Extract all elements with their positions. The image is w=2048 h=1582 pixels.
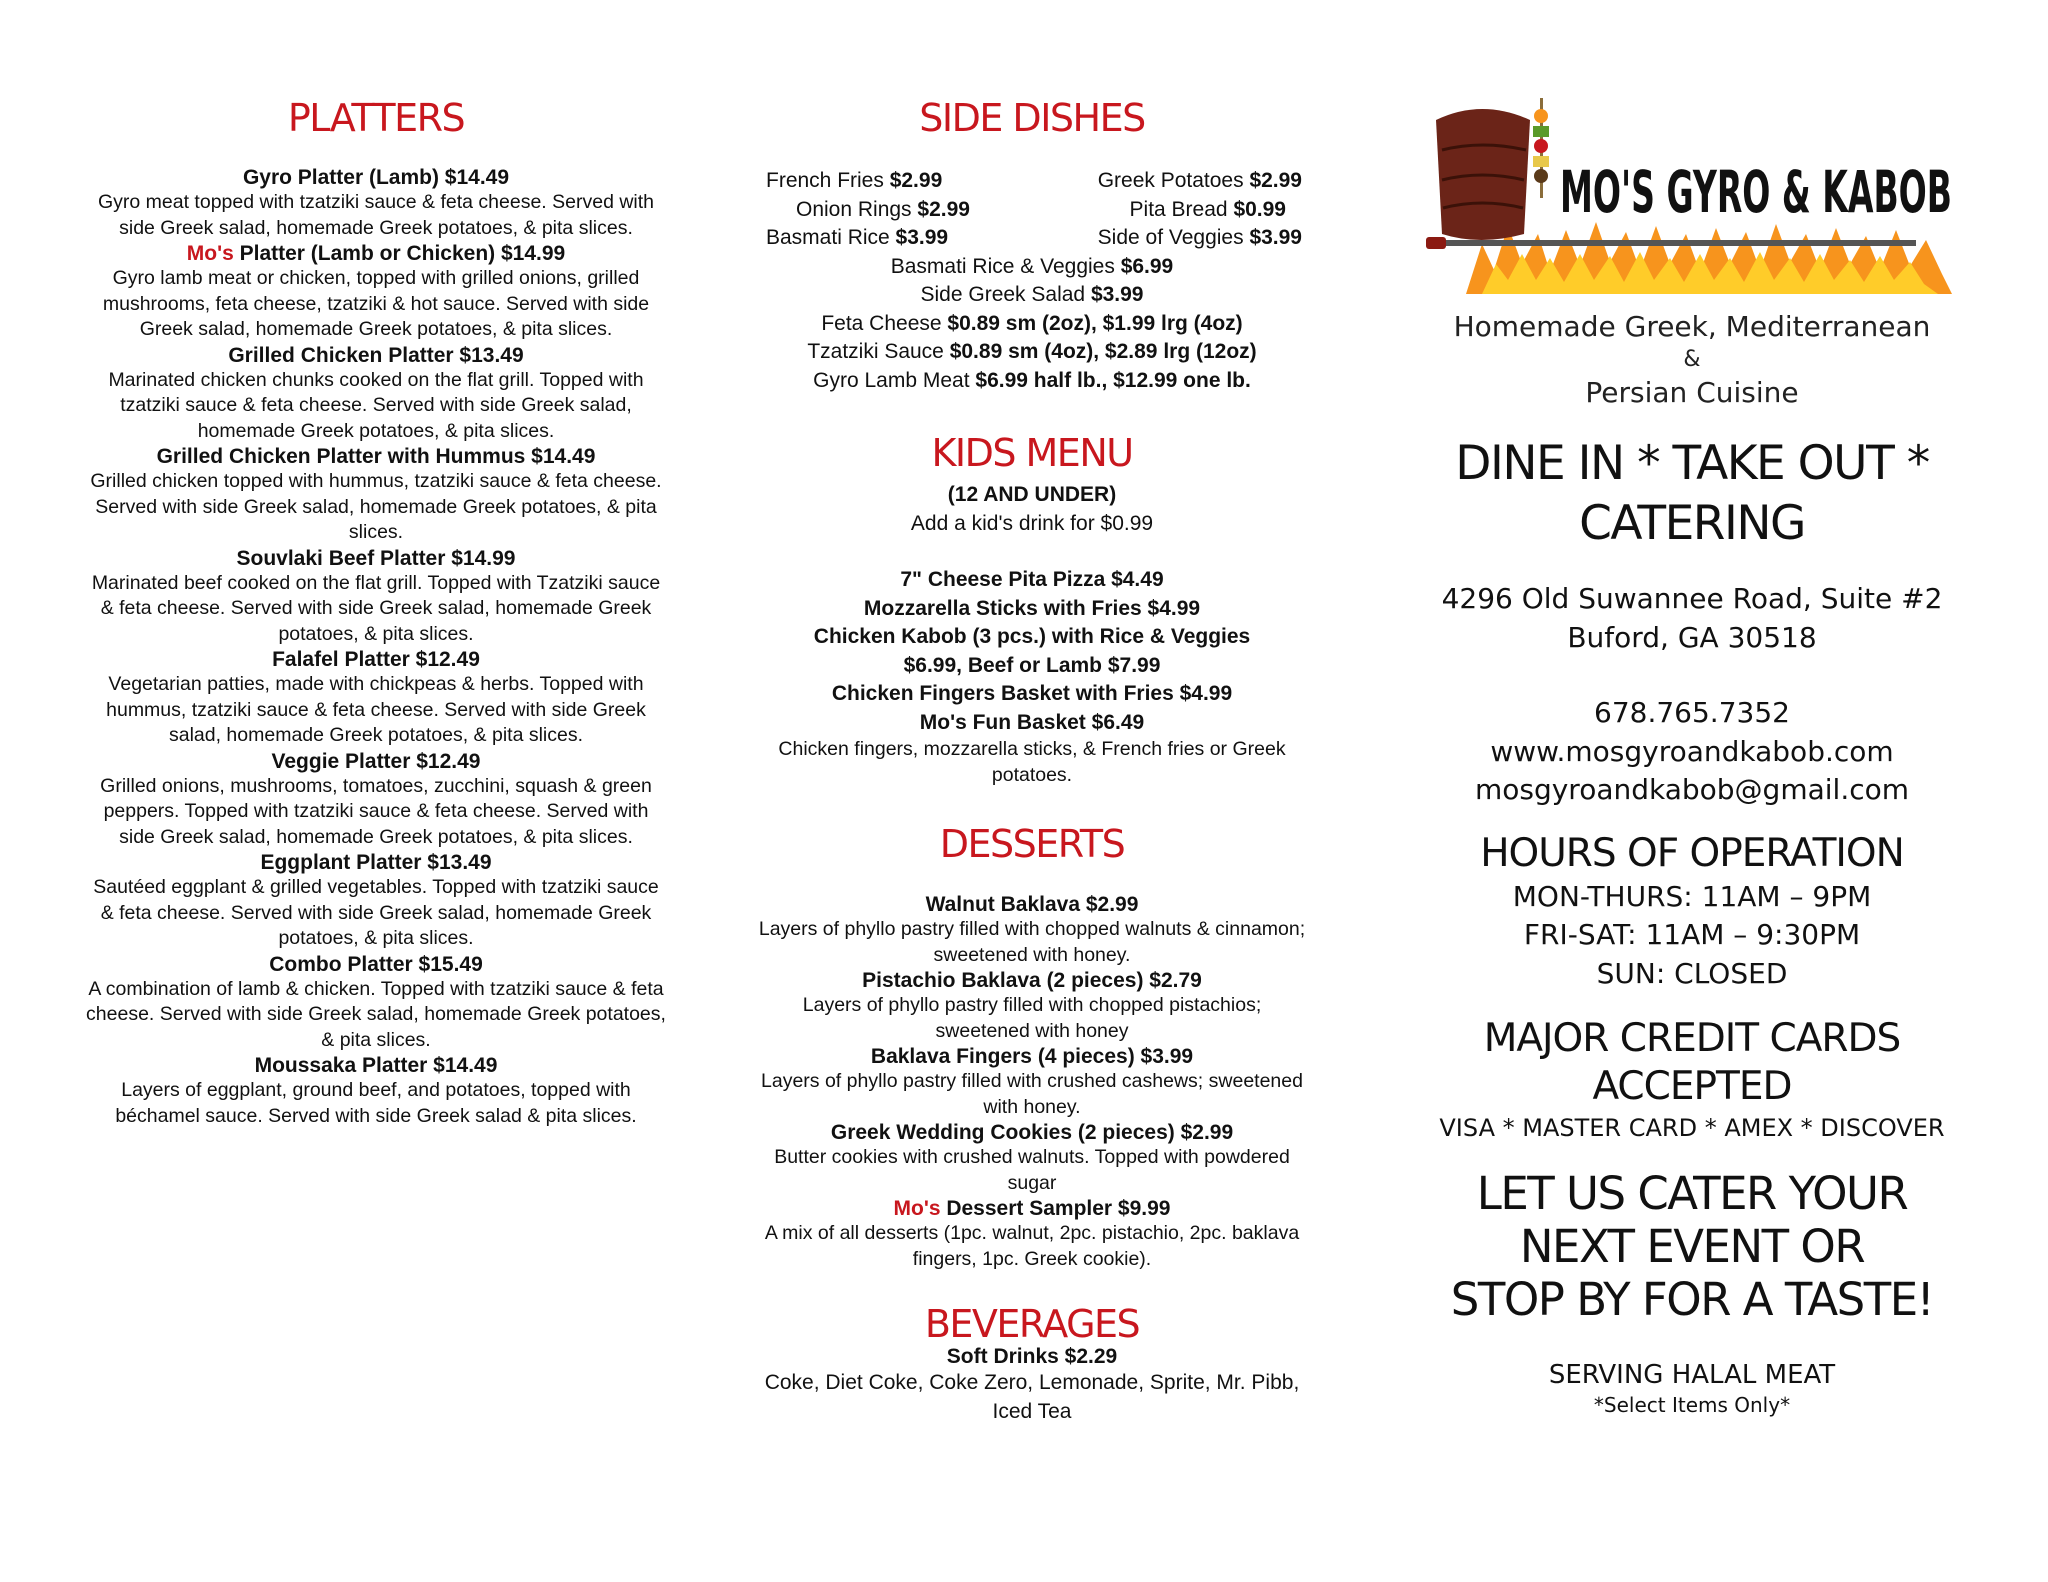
side-dish-row: [752, 196, 1312, 225]
dessert-title-text: Dessert Sampler $9.99: [940, 1197, 1171, 1220]
side-dish-item: [1041, 196, 1312, 225]
side-dish-name: Basmati Rice: [766, 226, 896, 249]
platter-title: [80, 241, 672, 266]
hours-line: FRI-SAT: 11AM – 9:30PM: [1523, 918, 1861, 951]
side-dish-price: $0.89 sm (2oz), $1.99 lrg (4oz): [947, 311, 1243, 335]
side-dish-name: Onion Rings: [796, 197, 918, 221]
side-dish-name: Side Greek Salad: [920, 283, 1091, 306]
platter-desc: Marinated beef cooked on the flat grill. Topped with Tzatziki sauce & feta cheese. Served with side Greek salad, homemade Greek potatoes, & pita slices.: [91, 571, 661, 645]
platter-title: [80, 647, 672, 672]
side-dish-item: [752, 224, 1034, 253]
platter-desc: Sautéed eggplant & grilled vegetables. Topped with tzatziki sauce & feta cheese. Served with side Greek salad, homemade Greek potatoes, & pita slices.: [93, 876, 659, 949]
platter-title-text: Eggplant Platter $13.49: [260, 851, 492, 874]
cater-line: LET US CATER YOUR: [1476, 1167, 1908, 1220]
dessert-desc: Butter cookies with crushed walnuts. Topped with powdered sugar: [774, 1146, 1290, 1194]
dessert-title-text: Walnut Baklava $2.99: [925, 893, 1139, 916]
beverages-title: Soft Drinks $2.29: [946, 1345, 1118, 1368]
platter-title-text: Veggie Platter $12.49: [271, 749, 481, 773]
dessert-title: [752, 1120, 1312, 1145]
kids-item: 7" Cheese Pita Pizza $4.49: [900, 568, 1164, 591]
platter-list: [80, 165, 672, 1129]
dessert-title-text: Baklava Fingers (4 pieces) $3.99: [870, 1045, 1194, 1068]
side-dish-name: French Fries: [766, 169, 890, 192]
dessert-desc: Layers of phyllo pastry filled with crushed cashews; sweetened with honey.: [761, 1070, 1303, 1118]
beverages-desc: Coke, Diet Coke, Coke Zero, Lemonade, Sprite, Mr. Pibb, Iced Tea: [764, 1371, 1300, 1423]
platters-column: [80, 0, 672, 1129]
platter-desc: A combination of lamb & chicken. Topped with tzatziki sauce & feta cheese. Served with side Greek salad, homemade Greek potatoes, & pita slices.: [86, 977, 666, 1051]
fun-basket-desc: Chicken fingers, mozzarella sticks, & French fries or Greek potatoes.: [778, 738, 1286, 786]
platter-desc: Grilled onions, mushrooms, tomatoes, zucchini, squash & green peppers. Topped with tzatziki sauce & feta cheese. Served with side Greek salad, homemade Greek potatoes, & pita slices.: [100, 774, 652, 848]
side-dish-price: $6.99: [1120, 254, 1174, 278]
kids-list: [752, 566, 1312, 737]
side-dish-row: [752, 167, 1312, 196]
side-dish-item: [752, 281, 1312, 310]
kids-item: $6.99, Beef or Lamb $7.99: [903, 653, 1161, 677]
side-dish-name: Side of Veggies: [1097, 226, 1250, 249]
hours-line: MON-THURS: 11AM – 9PM: [1512, 879, 1872, 913]
credit-cards-heading-line1: MAJOR CREDIT CARDS: [1483, 1016, 1901, 1061]
side-dish-name: Basmati Rice & Veggies: [890, 254, 1121, 278]
side-dish-item: [752, 367, 1312, 396]
side-dish-price: $2.99: [917, 197, 970, 221]
kids-subheading: (12 AND UNDER): [947, 483, 1117, 506]
logo-graphic: [1422, 94, 1962, 294]
kids-item: Mozzarella Sticks with Fries $4.99: [863, 596, 1201, 620]
side-dish-item: [752, 167, 1034, 196]
credit-cards-heading-line2: ACCEPTED: [1592, 1064, 1792, 1109]
dessert-desc: Layers of phyllo pastry filled with chopped pistachios; sweetened with honey: [802, 994, 1262, 1042]
side-dish-price: $2.99: [889, 169, 943, 192]
side-dishes-lines: [752, 253, 1312, 396]
cater-line: NEXT EVENT OR: [1519, 1220, 1865, 1273]
platter-title: [80, 952, 672, 977]
side-dish-price: $3.99: [895, 226, 949, 249]
side-dish-price: $0.99: [1233, 197, 1286, 221]
side-dish-row: [752, 224, 1312, 253]
logo: [1422, 94, 1962, 294]
side-dish-name: Greek Potatoes: [1097, 169, 1250, 192]
kids-menu-heading: KIDS MENU: [931, 431, 1133, 475]
side-dish-name: Gyro Lamb Meat: [813, 368, 976, 392]
halal-note: *Select Items Only*: [1593, 1393, 1791, 1417]
platter-title: [80, 165, 672, 190]
dessert-title: [752, 892, 1312, 917]
tagline-ampersand: &: [1683, 347, 1701, 372]
platter-title-text: Falafel Platter $12.49: [272, 648, 480, 671]
side-dish-price: $6.99 half lb., $12.99 one lb.: [975, 368, 1251, 392]
hours-list: [1392, 878, 1992, 994]
cater-line: STOP BY FOR A TASTE!: [1450, 1273, 1934, 1326]
platter-title-text: Platter (Lamb or Chicken) $14.99: [233, 242, 566, 265]
address-line2: Buford, GA 30518: [1567, 620, 1817, 654]
platter-desc: Layers of eggplant, ground beef, and potatoes, topped with béchamel sauce. Served with side Greek salad & pita slices.: [115, 1079, 637, 1127]
platter-title: [80, 444, 672, 469]
side-dish-price: $2.99: [1249, 169, 1302, 192]
dessert-title: [752, 1044, 1312, 1069]
side-dish-item: [1034, 224, 1312, 253]
sides-column: [752, 0, 1312, 1426]
service-line2: CATERING: [1579, 496, 1805, 551]
side-dish-name: Feta Cheese: [821, 311, 948, 335]
side-dish-name: Pita Bread: [1129, 197, 1234, 221]
address-line1: 4296 Old Suwannee Road, Suite #2: [1441, 582, 1943, 615]
dessert-title-text: Greek Wedding Cookies (2 pieces) $2.99: [830, 1121, 1234, 1144]
dessert-title-brand: Mo's: [893, 1197, 941, 1220]
dessert-list: [752, 892, 1312, 1272]
kids-item: Chicken Kabob (3 pcs.) with Rice & Veggies: [813, 625, 1251, 648]
kids-note: Add a kid's drink for $0.99: [910, 511, 1154, 535]
platter-title-text: Moussaka Platter $14.49: [254, 1054, 498, 1077]
platter-title-text: Souvlaki Beef Platter $14.99: [236, 546, 516, 570]
email-link[interactable]: mosgyroandkabob@gmail.com: [1474, 773, 1910, 806]
platter-title: [80, 546, 672, 571]
beverages-heading: BEVERAGES: [924, 1302, 1140, 1346]
dessert-desc: A mix of all desserts (1pc. walnut, 2pc. pistachio, 2pc. baklava fingers, 1pc. Greek cookie).: [764, 1222, 1300, 1270]
platter-desc: Grilled chicken topped with hummus, tzatziki sauce & feta cheese. Served with side Greek salad, homemade Greek potatoes, & pita slices.: [90, 470, 662, 543]
side-dish-price: $3.99: [1249, 226, 1302, 249]
kids-item: Chicken Fingers Basket with Fries $4.99: [831, 682, 1233, 705]
platter-title-text: Combo Platter $15.49: [269, 952, 483, 976]
platter-desc: Marinated chicken chunks cooked on the flat grill. Topped with tzatziki sauce & feta cheese. Served with side Greek salad, homemade Greek potatoes, & pita slices.: [108, 368, 644, 442]
side-dishes-heading: SIDE DISHES: [919, 96, 1145, 140]
halal-text: SERVING HALAL MEAT: [1548, 1360, 1836, 1390]
side-dish-item: [752, 310, 1312, 339]
side-dish-item: [1034, 167, 1312, 196]
platter-desc: Gyro meat topped with tzatziki sauce & feta cheese. Served with side Greek salad, homemade Greek potatoes, & pita slices.: [97, 191, 655, 239]
side-dish-item: [752, 253, 1312, 282]
tagline-line1: Homemade Greek, Mediterranean: [1453, 310, 1931, 343]
platter-title: [80, 749, 672, 774]
side-dish-item: [752, 196, 1041, 225]
side-dish-price: $0.89 sm (4oz), $2.89 lrg (12oz): [949, 340, 1257, 363]
desserts-heading: DESSERTS: [939, 822, 1125, 866]
side-dish-price: $3.99: [1090, 283, 1144, 306]
service-line1: DINE IN * TAKE OUT *: [1455, 436, 1929, 491]
info-column: [1392, 0, 1992, 1418]
platter-title-text: Grilled Chicken Platter with Hummus $14.49: [156, 445, 596, 468]
platter-title-brand: Mo's: [186, 242, 234, 265]
dessert-desc: Layers of phyllo pastry filled with chopped walnuts & cinnamon; sweetened with honey.: [758, 918, 1306, 966]
platter-desc: Vegetarian patties, made with chickpeas & herbs. Topped with hummus, tzatziki sauce & feta cheese. Served with side Greek salad, homemade Greek potatoes, & pita slices.: [106, 673, 646, 746]
website-link[interactable]: www.mosgyroandkabob.com: [1490, 734, 1894, 768]
platter-desc: Gyro lamb meat or chicken, topped with grilled onions, grilled mushrooms, feta cheese, tzatziki & hot sauce. Served with side Greek salad, homemade Greek potatoes, & pita slices.: [102, 267, 650, 340]
side-dishes-pairs: [752, 167, 1312, 253]
platter-title: [80, 850, 672, 875]
side-dish-item: [752, 338, 1312, 367]
platter-title-text: Grilled Chicken Platter $13.49: [228, 343, 524, 367]
hours-line: SUN: CLOSED: [1596, 956, 1788, 990]
side-dish-name: Tzatziki Sauce: [807, 340, 950, 363]
platter-title: [80, 1053, 672, 1078]
dessert-title-text: Pistachio Baklava (2 pieces) $2.79: [862, 969, 1202, 992]
platter-title: [80, 343, 672, 368]
hours-heading: HOURS OF OPERATION: [1480, 830, 1904, 876]
platter-title-text: Gyro Platter (Lamb) $14.49: [242, 166, 510, 189]
credit-cards-list: VISA * MASTER CARD * AMEX * DISCOVER: [1439, 1114, 1945, 1142]
kids-item: Mo's Fun Basket $6.49: [919, 710, 1145, 734]
cater-message: [1392, 1167, 1992, 1326]
dessert-title: [752, 968, 1312, 993]
platters-heading: PLATTERS: [287, 96, 465, 140]
phone-number: 678.765.7352: [1594, 696, 1790, 729]
logo-text: MO'S GYRO & KABOB: [1560, 158, 1952, 226]
tagline-line2: Persian Cuisine: [1585, 376, 1799, 409]
dessert-title: [752, 1196, 1312, 1221]
